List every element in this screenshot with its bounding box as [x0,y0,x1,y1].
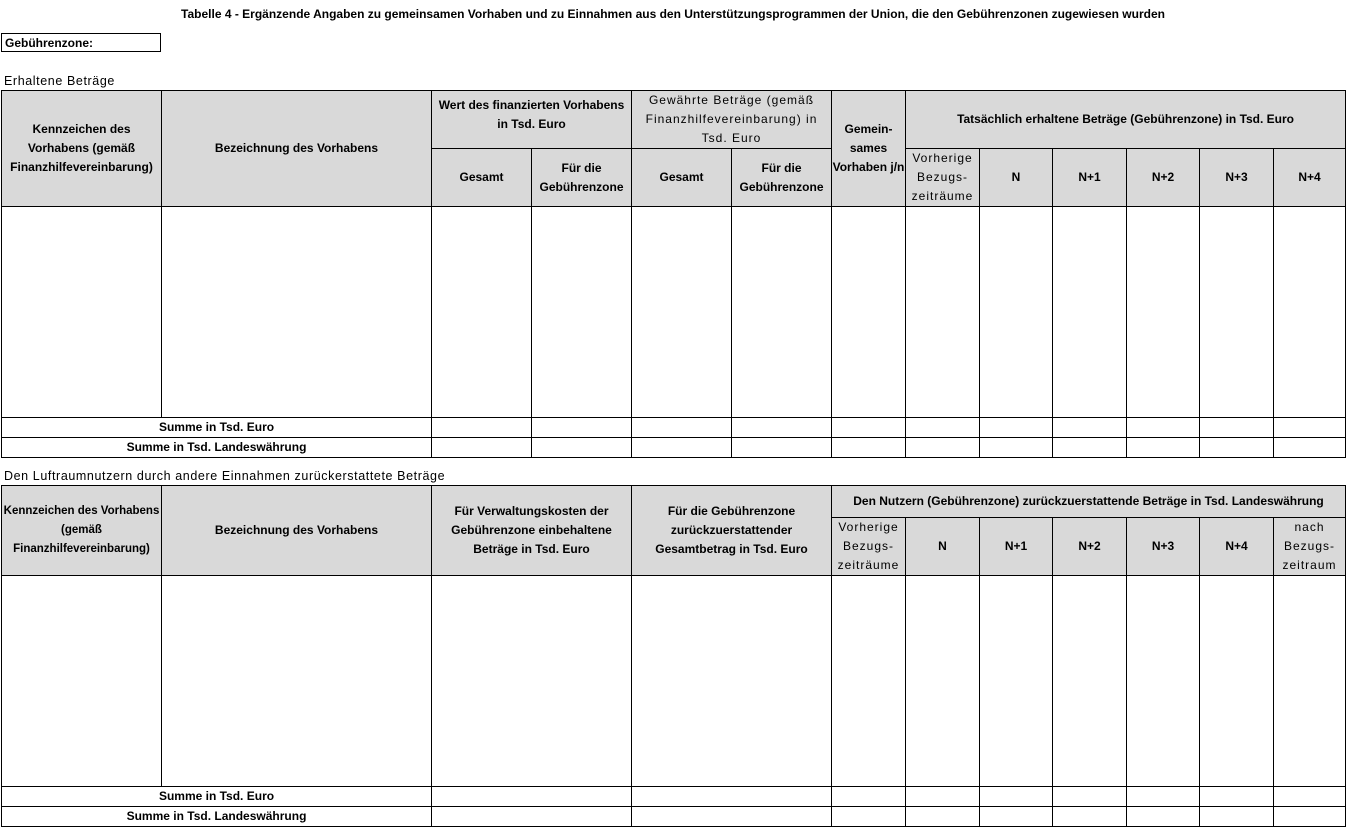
charging-zone-field[interactable]: Gebührenzone: [1,33,161,52]
header-received-amounts: Tatsächlich erhaltene Beträge (Gebührenzone) in Tsd. Euro [906,91,1346,149]
header-admin-costs: Für Verwaltungskosten der Gebührenzone einbehaltene Beträge in Tsd. Euro [432,486,632,576]
refunded-amounts-table [1,485,1346,827]
header-year-n1-2: N+1 [980,518,1053,576]
header-project-value: Wert des finanzierten Vorhabens in Tsd. Euro [432,91,632,149]
received-amounts-table [1,90,1346,458]
header-project-name: Bezeichnung des Vorhabens [162,91,432,207]
section-received-label: Erhaltene Beträge [4,74,115,88]
header-year-n2: N+2 [1127,149,1200,207]
header-value-total: Gesamt [432,149,532,207]
header-joint-project: Gemein-sames Vorhaben j/n [832,91,906,207]
header-year-n4: N+4 [1274,149,1346,207]
sum-local-row [2,438,1346,458]
sum-local-row-2 [2,807,1346,827]
header-refund-total: Für die Gebührenzone zurückzuerstattender Gesamtbetrag in Tsd. Euro [632,486,832,576]
sum-local-label: Summe in Tsd. Landeswährung [2,438,432,458]
sum-euro-row-2 [2,787,1346,807]
header-granted-zone: Für die Gebührenzone [732,149,832,207]
header-year-n1: N+1 [1053,149,1127,207]
page-title: Tabelle 4 - Ergänzende Angaben zu gemeinsamen Vorhaben und zu Einnahmen aus den Unterstützungsprogrammen der Union, die den Gebührenzonen zugewiesen wurden [181,7,1165,21]
sum-euro-row [2,418,1346,438]
header-granted-amounts: Gewährte Beträge (gemäß Finanzhilfevereinbarung) in Tsd. Euro [632,91,832,149]
header-project-id-2: Kennzeichen des Vorhabens (gemäß Finanzhilfevereinbarung) [2,486,162,576]
header-year-n-2: N [906,518,980,576]
header-refund-amounts: Den Nutzern (Gebührenzone) zurückzuerstattende Beträge in Tsd. Landeswährung [832,486,1346,518]
section-refunded-label: Den Luftraumnutzern durch andere Einnahmen zurückerstattete Beträge [4,469,446,483]
header-year-n4-2: N+4 [1200,518,1274,576]
table-row [2,207,1346,418]
header-year-previous: Vorherige Bezugs-zeiträume [906,149,980,207]
header-granted-total: Gesamt [632,149,732,207]
sum-local-label-2: Summe in Tsd. Landeswährung [2,807,432,827]
header-project-name-2: Bezeichnung des Vorhabens [162,486,432,576]
header-year-previous-2: Vorherige Bezugs-zeiträume [832,518,906,576]
table-row [2,576,1346,787]
header-after-period: nach Bezugs-zeitraum [1274,518,1346,576]
header-project-id: Kennzeichen des Vorhabens (gemäß Finanzhilfevereinbarung) [2,91,162,207]
header-year-n2-2: N+2 [1053,518,1127,576]
header-year-n3-2: N+3 [1127,518,1200,576]
sum-euro-label: Summe in Tsd. Euro [2,418,432,438]
sum-euro-label-2: Summe in Tsd. Euro [2,787,432,807]
header-year-n: N [980,149,1053,207]
header-value-zone: Für die Gebührenzone [532,149,632,207]
header-year-n3: N+3 [1200,149,1274,207]
